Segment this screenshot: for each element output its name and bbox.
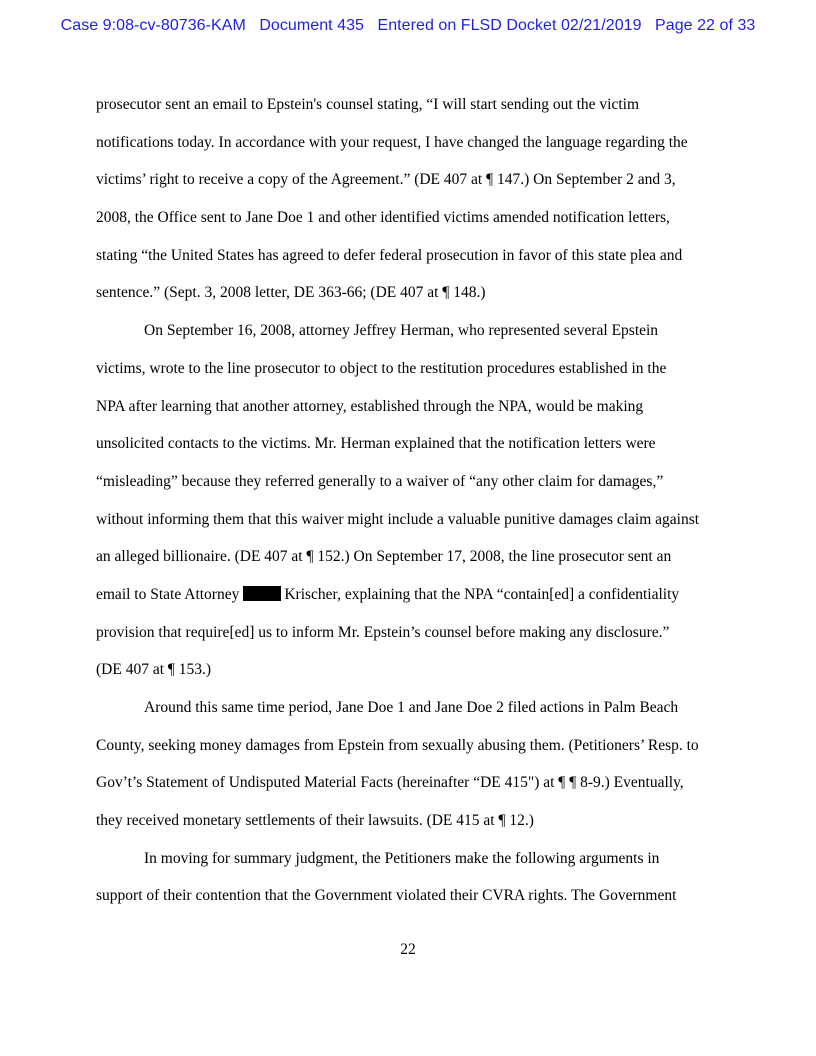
- text-line: notifications today. In accordance with your request, I have changed the language regarding the: [96, 133, 688, 151]
- text-before-redaction: email to State Attorney: [96, 585, 240, 603]
- text-line: prosecutor sent an email to Epstein's counsel stating, “I will start sending out the victim: [96, 96, 640, 113]
- text-line: 2008, the Office sent to Jane Doe 1 and other identified victims amended notification letters,: [96, 209, 670, 227]
- text-line: victims’ right to receive a copy of the Agreement.” (DE 407 at ¶ 147.) On September 2 and 3,: [96, 171, 676, 189]
- text-line: an alleged billionaire. (DE 407 at ¶ 152.) On September 17, 2008, the line prosecutor sent an: [96, 548, 672, 566]
- redaction-box: [243, 586, 281, 601]
- text-line: unsolicited contacts to the victims. Mr. Herman explained that the notification letters were: [96, 435, 656, 453]
- text-line: “misleading” because they referred generally to a waiver of “any other claim for damages,”: [96, 472, 664, 490]
- text-line: support of their contention that the Government violated their CVRA rights. The Government: [96, 887, 677, 905]
- text-line: Gov’t’s Statement of Undisputed Material Facts (hereinafter “DE 415") at ¶ ¶ 8-9.) Eventually,: [96, 774, 684, 792]
- text-line: sentence.” (Sept. 3, 2008 letter, DE 363-66; (DE 407 at ¶ 148.): [96, 284, 486, 302]
- text-line: (DE 407 at ¶ 153.): [96, 661, 212, 679]
- document-number: Document 435: [259, 17, 364, 34]
- paragraph-start-line: Around this same time period, Jane Doe 1 and Jane Doe 2 filed actions in Palm Beach: [144, 699, 679, 716]
- text-line: stating “the United States has agreed to defer federal prosecution in favor of this state plea and: [96, 246, 683, 264]
- docket-entry-date: Entered on FLSD Docket 02/21/2019: [377, 17, 642, 34]
- body-text: [96, 89, 722, 918]
- case-number: Case 9:08-cv-80736-KAM: [60, 17, 246, 34]
- page-number: 22: [400, 941, 416, 958]
- text-line: NPA after learning that another attorney, established through the NPA, would be making: [96, 397, 644, 415]
- page-of-total: Page 22 of 33: [655, 17, 756, 34]
- paragraph-start-line: On September 16, 2008, attorney Jeffrey Herman, who represented several Epstein: [144, 322, 659, 340]
- text-after-redaction: Krischer, explaining that the NPA “contain[ed] a confidentiality: [284, 585, 680, 603]
- docket-header: [0, 17, 816, 35]
- text-line: without informing them that this waiver might include a valuable punitive damages claim against: [96, 510, 700, 528]
- text-line: County, seeking money damages from Epstein from sexually abusing them. (Petitioners’ Resp. to: [96, 736, 699, 754]
- text-line-with-redaction: [96, 579, 722, 617]
- paragraph-start-line: In moving for summary judgment, the Petitioners make the following arguments in: [144, 849, 660, 867]
- text-line: victims, wrote to the line prosecutor to object to the restitution procedures established in the: [96, 359, 667, 377]
- text-line: they received monetary settlements of their lawsuits. (DE 415 at ¶ 12.): [96, 812, 534, 830]
- text-line: provision that require[ed] us to inform Mr. Epstein’s counsel before making any disclosure.”: [96, 623, 670, 641]
